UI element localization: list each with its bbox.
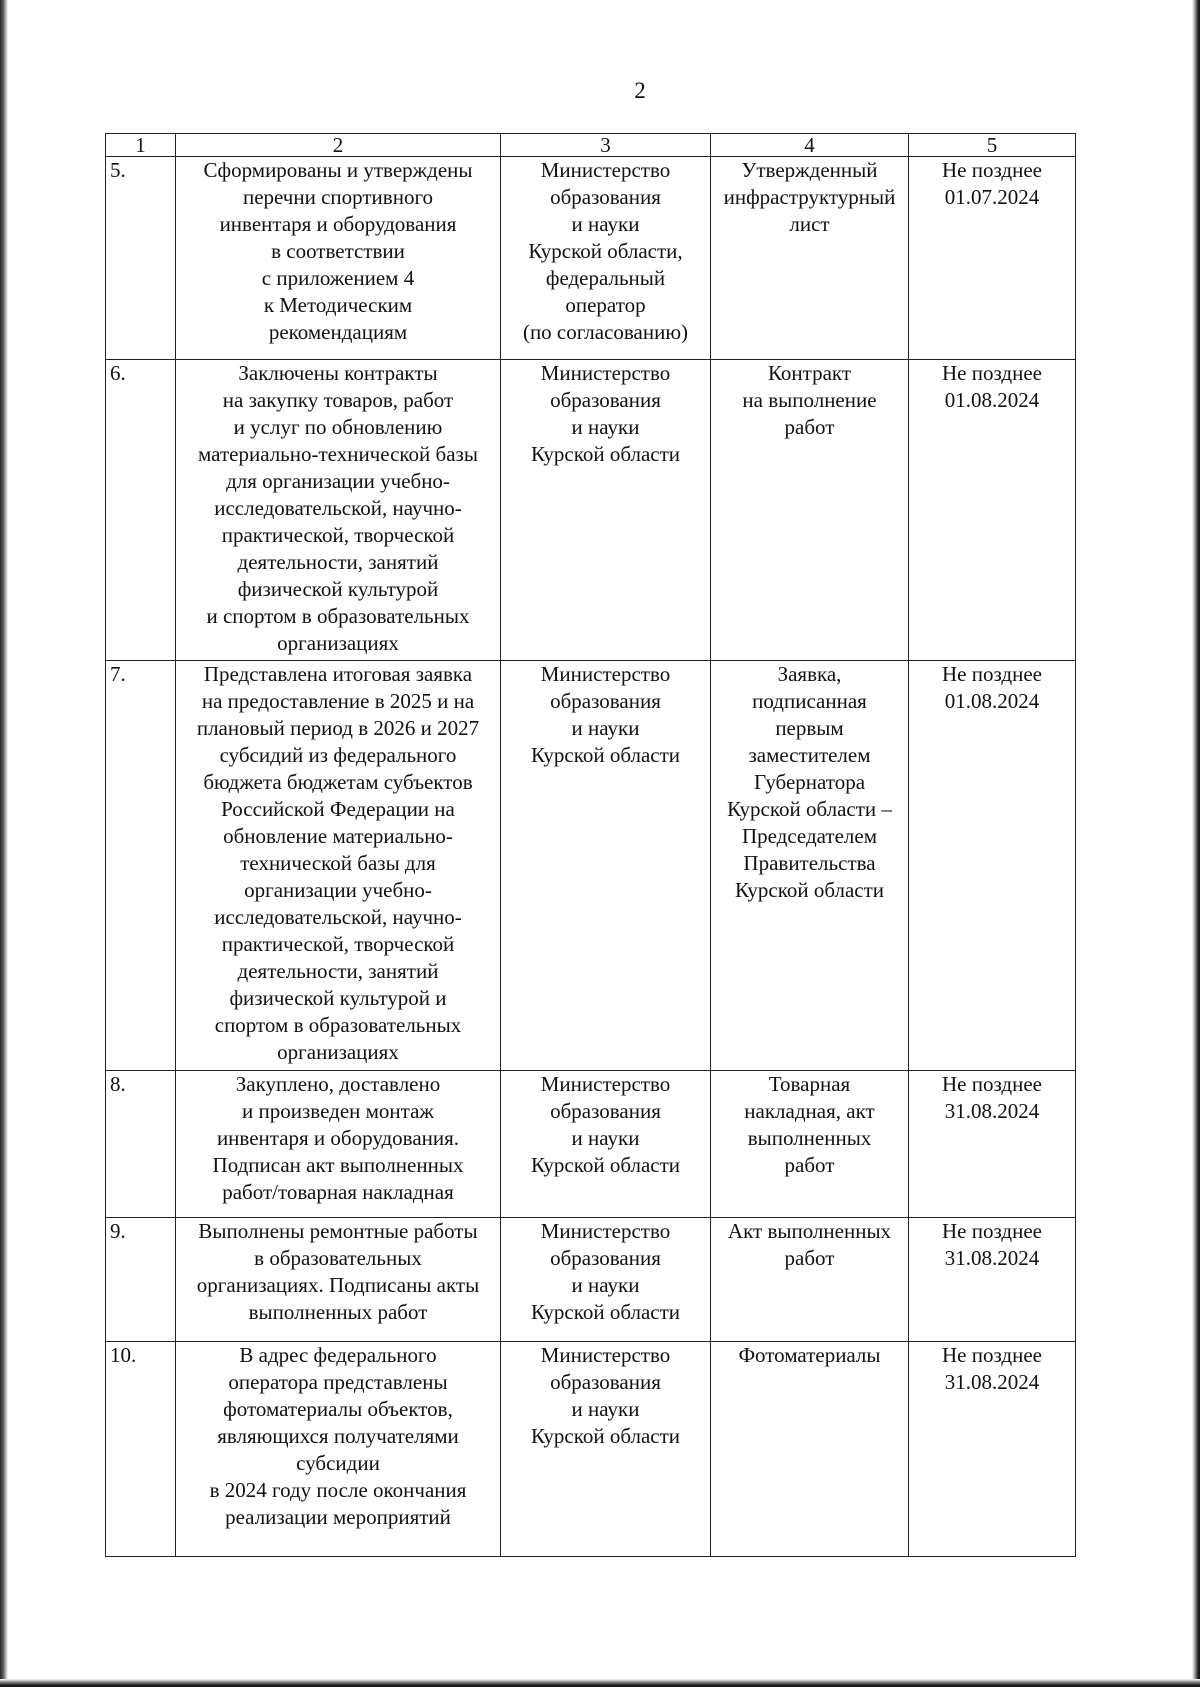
deadline-cell: Не позднее 31.08.2024 — [909, 1342, 1076, 1557]
responsible-cell: Министерство образования и науки Курской области — [501, 661, 711, 1071]
row-number: 6. — [106, 360, 176, 661]
event-cell: В адрес федерального оператора представлены фотоматериалы объектов, являющихся получателями субсидии в 2024 году после окончания реализации мероприятий — [176, 1342, 501, 1557]
plan-table — [105, 133, 1076, 1557]
responsible-cell: Министерство образования и науки Курской области — [501, 360, 711, 661]
responsible-cell: Министерство образования и науки Курской области — [501, 1342, 711, 1557]
table-header-row — [106, 134, 1076, 157]
deadline-cell: Не позднее 31.08.2024 — [909, 1218, 1076, 1342]
table-row — [106, 1218, 1076, 1342]
event-cell: Представлена итоговая заявка на предоставление в 2025 и на плановый период в 2026 и 2027 субсидий из федерального бюджета бюджетам субъектов Российской Федерации на обновление материально- технической базы для организации учебно- исследовательской, научно- практической, творческой деятельности, занятий физической культурой и спортом в образовательных организациях — [176, 661, 501, 1071]
column-header: 5 — [909, 134, 1076, 157]
event-cell: Заключены контракты на закупку товаров, работ и услуг по обновлению материально-технической базы для организации учебно- исследовательской, научно- практической, творческой деятельности, занятий физической культурой и спортом в образовательных организациях — [176, 360, 501, 661]
column-header: 1 — [106, 134, 176, 157]
row-number: 9. — [106, 1218, 176, 1342]
table-row — [106, 1071, 1076, 1218]
column-header: 3 — [501, 134, 711, 157]
table-row — [106, 1342, 1076, 1557]
result-cell: Акт выполненных работ — [711, 1218, 909, 1342]
responsible-cell: Министерство образования и науки Курской области — [501, 1071, 711, 1218]
deadline-cell: Не позднее 01.07.2024 — [909, 157, 1076, 360]
deadline-cell: Не позднее 01.08.2024 — [909, 360, 1076, 661]
event-cell: Закуплено, доставлено и произведен монтаж инвентаря и оборудования. Подписан акт выполненных работ/товарная накладная — [176, 1071, 501, 1218]
table-row — [106, 157, 1076, 360]
column-header: 2 — [176, 134, 501, 157]
table-row — [106, 661, 1076, 1071]
result-cell: Товарная накладная, акт выполненных работ — [711, 1071, 909, 1218]
result-cell: Утвержденный инфраструктурный лист — [711, 157, 909, 360]
row-number: 10. — [106, 1342, 176, 1557]
event-cell: Выполнены ремонтные работы в образовательных организациях. Подписаны акты выполненных работ — [176, 1218, 501, 1342]
event-cell: Сформированы и утверждены перечни спортивного инвентаря и оборудования в соответствии с приложением 4 к Методическим рекомендациям — [176, 157, 501, 360]
scan-edge-bottom — [0, 1679, 1200, 1687]
row-number: 8. — [106, 1071, 176, 1218]
page-number: 2 — [634, 78, 646, 103]
scan-edge-left — [0, 0, 8, 1687]
deadline-cell: Не позднее 01.08.2024 — [909, 661, 1076, 1071]
result-cell: Фотоматериалы — [711, 1342, 909, 1557]
scan-edge-right — [1192, 0, 1200, 1687]
responsible-cell: Министерство образования и науки Курской области, федеральный оператор (по согласованию) — [501, 157, 711, 360]
table-row — [106, 360, 1076, 661]
row-number: 5. — [106, 157, 176, 360]
column-header: 4 — [711, 134, 909, 157]
responsible-cell: Министерство образования и науки Курской области — [501, 1218, 711, 1342]
result-cell: Контракт на выполнение работ — [711, 360, 909, 661]
row-number: 7. — [106, 661, 176, 1071]
result-cell: Заявка, подписанная первым заместителем Губернатора Курской области – Председателем Правительства Курской области — [711, 661, 909, 1071]
deadline-cell: Не позднее 31.08.2024 — [909, 1071, 1076, 1218]
